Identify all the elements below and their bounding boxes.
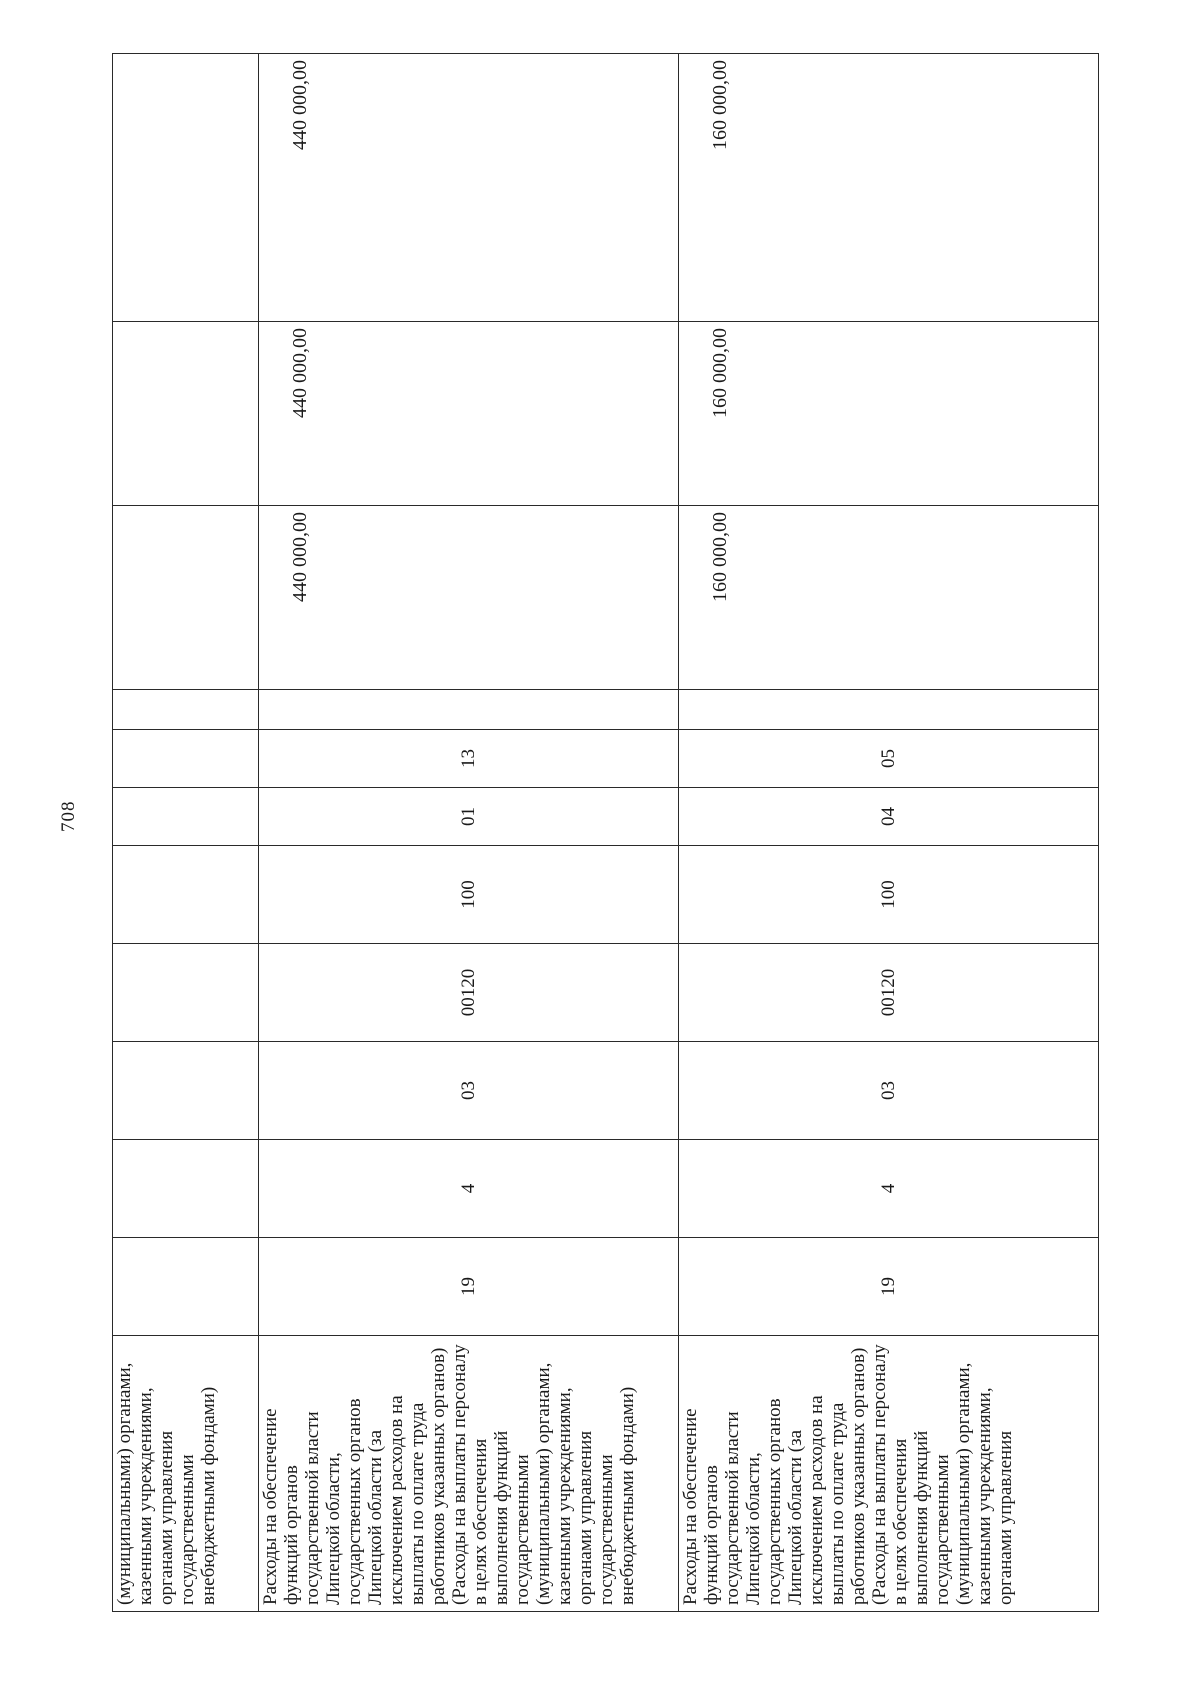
cell-c7 [113,730,259,788]
table-row [679,54,1099,1612]
cell-csr2: 100 [259,846,679,944]
table-row [259,54,679,1612]
cell-csr1: 00120 [259,944,679,1042]
cell-c7: 05 [679,730,1099,788]
rotated-page [112,54,1098,1612]
cell-sum-3: 440 000,00 [259,54,679,322]
cell-c8 [679,690,1099,730]
cell-rz: 4 [679,1140,1099,1238]
cell-csr2 [113,846,259,944]
cell-csr1: 00120 [679,944,1099,1042]
cell-gr: 19 [259,1238,679,1336]
cell-sum-1: 160 000,00 [679,506,1099,690]
cell-c7: 13 [259,730,679,788]
cell-c8 [259,690,679,730]
cell-vr: 04 [679,788,1099,846]
cell-sum-3: 160 000,00 [679,54,1099,322]
cell-csr2: 100 [679,846,1099,944]
cell-sum-1 [113,506,259,690]
cell-gr: 19 [679,1238,1099,1336]
cell-sum-2 [113,322,259,506]
row-description: Расходы на обеспечение функций органов государственной власти Липецкой области, государственных органов Липецкой области (за исключением расходов на выплаты по оплате труда работников указанных органов) (Расходы на выплаты персоналу в целях обеспечения выполнения функций государственными (муниципальными) органами, казенными учреждениями, органами управления [679,1336,1099,1612]
budget-table [112,53,1099,1612]
cell-sum-1: 440 000,00 [259,506,679,690]
cell-sum-3 [113,54,259,322]
row-description: (муниципальными) органами, казенными учреждениями, органами управления государственными внебюджетными фондами) [113,1336,259,1612]
table-row [113,54,259,1612]
cell-pr: 03 [679,1042,1099,1140]
row-description: Расходы на обеспечение функций органов государственной власти Липецкой области, государственных органов Липецкой области (за исключением расходов на выплаты по оплате труда работников указанных органов) (Расходы на выплаты персоналу в целях обеспечения выполнения функций государственными (муниципальными) органами, казенными учреждениями, органами управления государственными внебюджетными фондами) [259,1336,679,1612]
cell-pr [113,1042,259,1140]
cell-csr1 [113,944,259,1042]
cell-sum-2: 440 000,00 [259,322,679,506]
cell-vr: 01 [259,788,679,846]
cell-rz [113,1140,259,1238]
cell-pr: 03 [259,1042,679,1140]
cell-c8 [113,690,259,730]
cell-sum-2: 160 000,00 [679,322,1099,506]
cell-vr [113,788,259,846]
cell-gr [113,1238,259,1336]
cell-rz: 4 [259,1140,679,1238]
page-number: 708 [58,800,79,832]
